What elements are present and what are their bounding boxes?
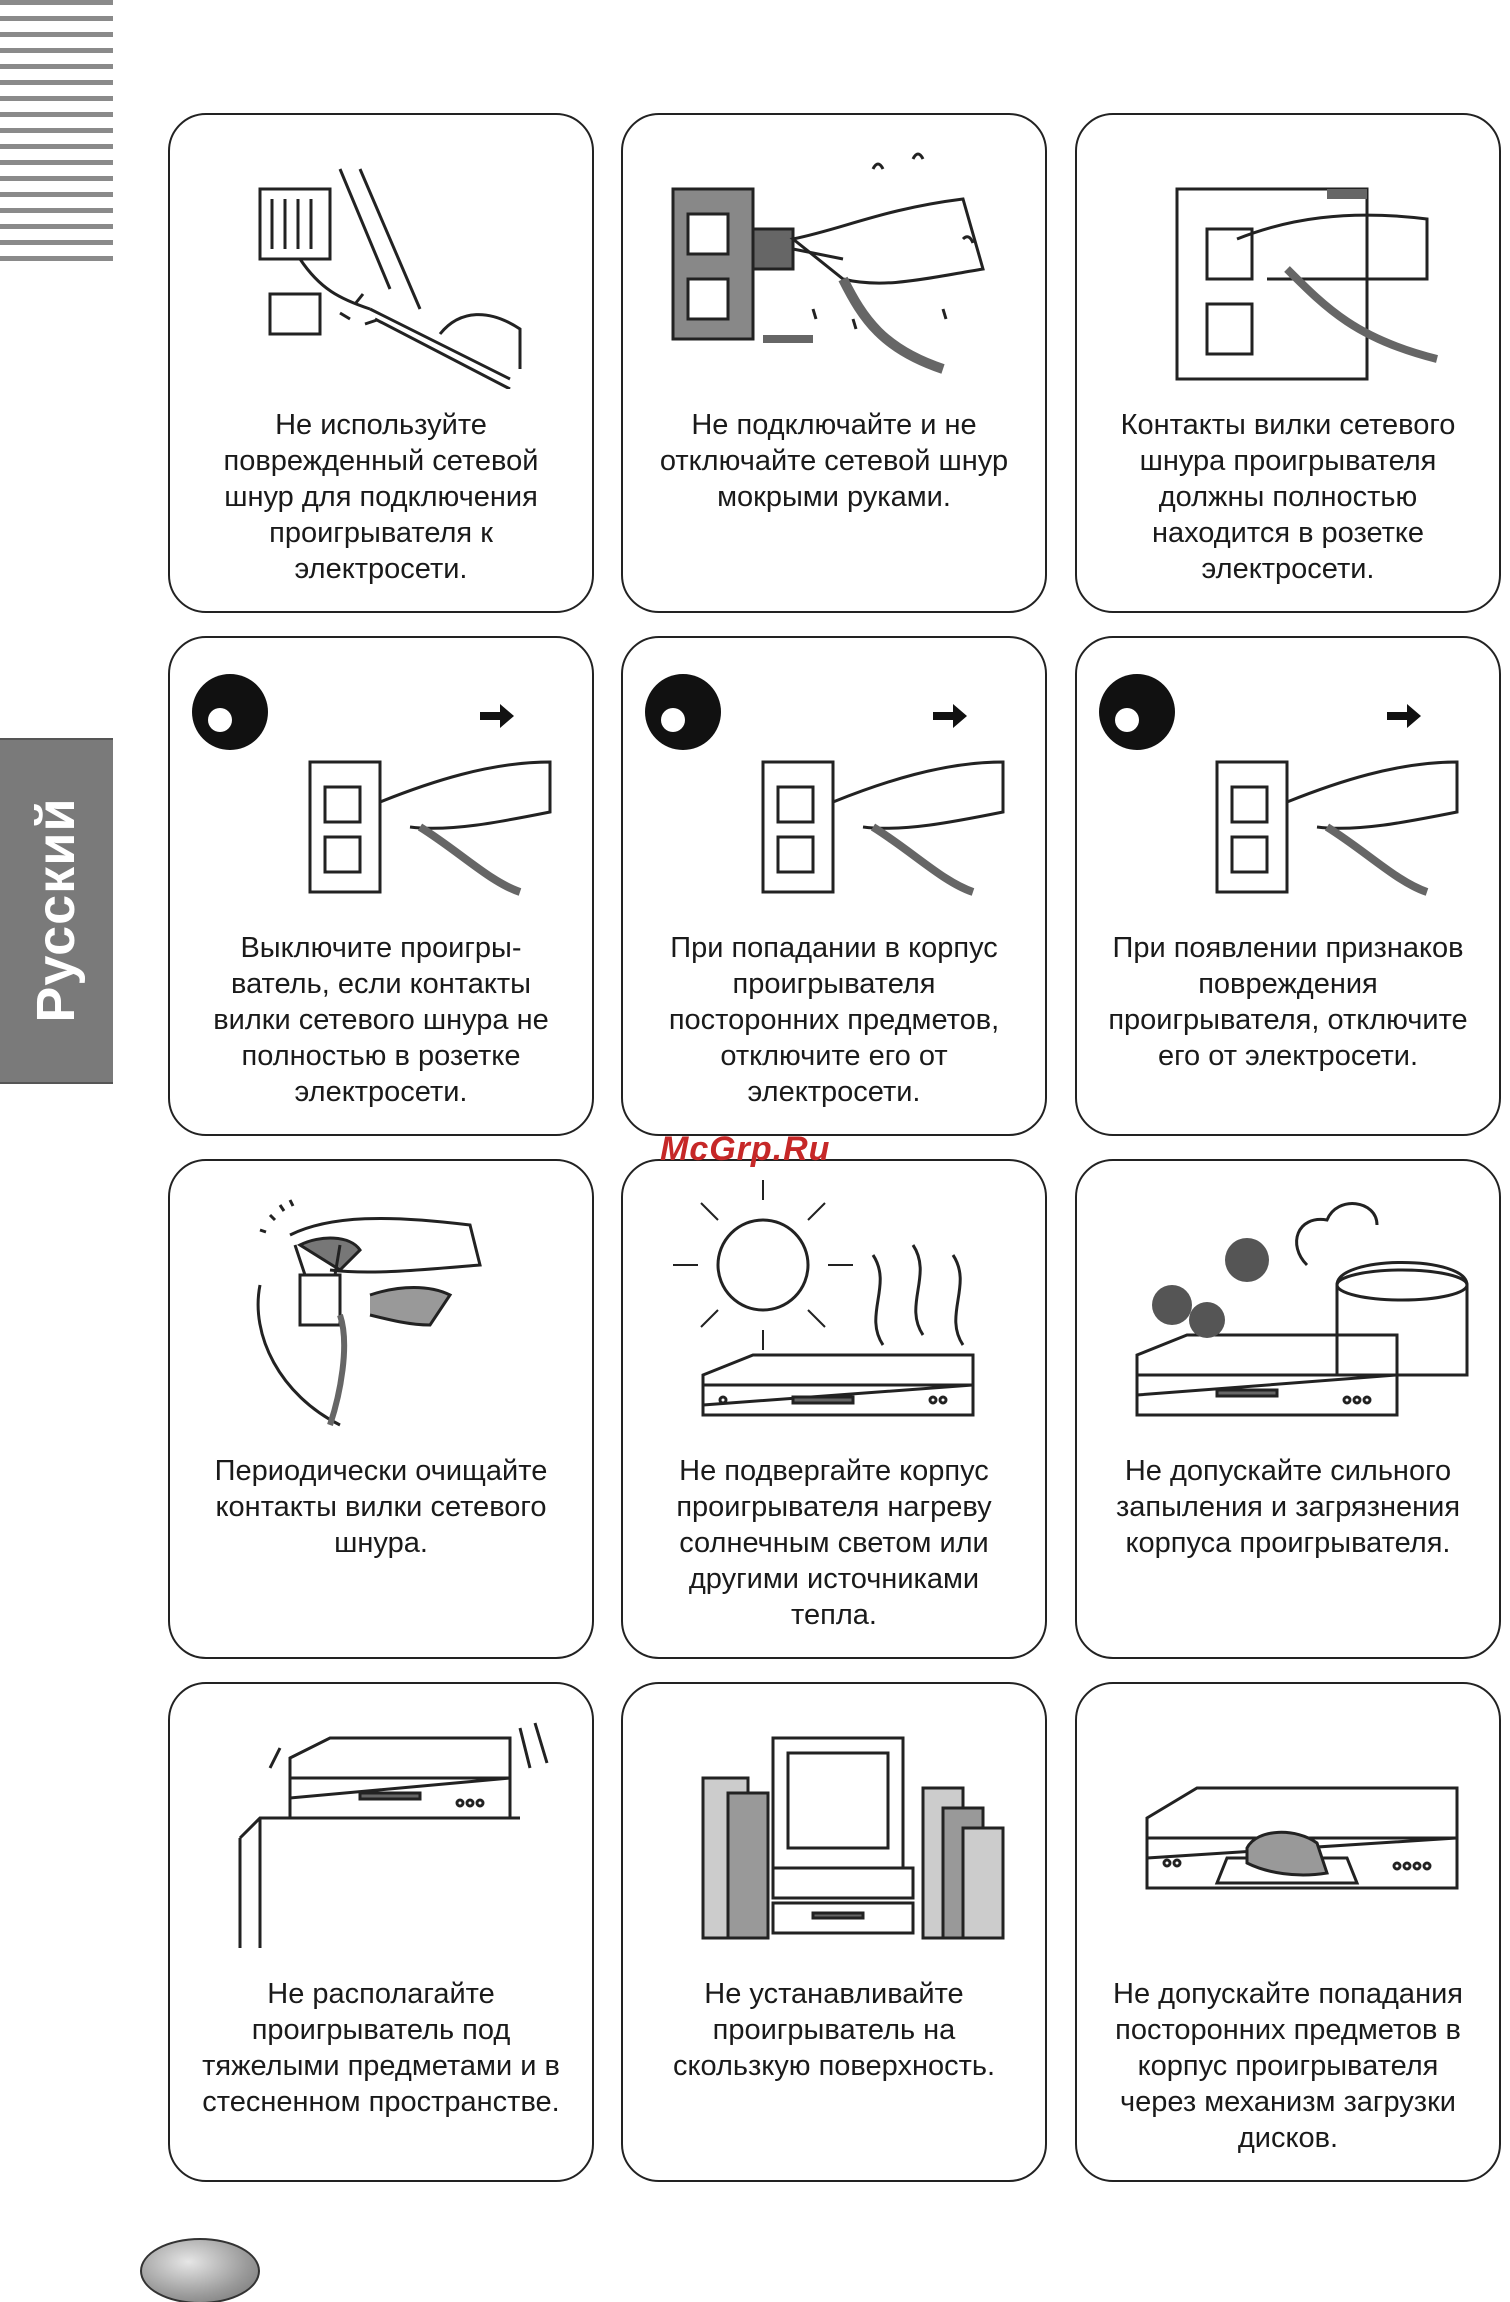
disc-tray-illustration xyxy=(1097,1698,1483,1958)
safety-card-plug-fully-inserted xyxy=(1075,113,1501,613)
safety-card-disc-tray xyxy=(1075,1682,1501,2182)
unplug-illustration xyxy=(190,652,576,912)
card-caption: Не допускайте попадания посторонних предметов в корпус проигрывателя через механизм загрузки дисков. xyxy=(1113,1978,1463,2154)
safety-card-damaged-cord xyxy=(168,113,594,613)
card-caption: При попадании в корпус проигрывателя посторонних предметов, отключите его от электросети. xyxy=(668,932,1000,1108)
card-caption: Контакты вилки сетевого шнура проигрывателя должны полностью находится в розетке электросети. xyxy=(1120,409,1456,585)
home-theater-illustration xyxy=(643,1698,1029,1958)
card-caption: При появлении признаков повреждения проигрывателя, отключите его от электросети. xyxy=(1108,932,1468,1072)
safety-card-heavy-objects xyxy=(168,1682,594,2182)
safety-card-dust xyxy=(1075,1159,1501,1659)
clean-plug-illustration xyxy=(190,1175,576,1435)
safety-card-damage-signs xyxy=(1075,636,1501,1136)
safety-card-slippery-surface xyxy=(621,1682,1047,2182)
sun-heat-illustration xyxy=(643,1175,1029,1435)
unplug-illustration xyxy=(1097,652,1483,912)
page-number-oval xyxy=(140,2238,260,2302)
safety-card-heat-sources xyxy=(621,1159,1047,1659)
card-caption: Не подвергайте корпус проигрывателя нагреву солнечным светом или другими источниками тепла. xyxy=(676,1455,992,1631)
safety-card-switch-off-loose-plug xyxy=(168,636,594,1136)
card-caption: Не располагайте проигрыватель под тяжелыми предметами и в стесненном пространстве. xyxy=(202,1978,560,2118)
safety-card-foreign-objects xyxy=(621,636,1047,1136)
dust-humidifier-illustration xyxy=(1097,1175,1483,1435)
damaged-cord-illustration xyxy=(190,129,576,389)
watermark-text: McGrp.Ru xyxy=(660,1130,831,1168)
wet-hands-illustration xyxy=(643,129,1029,389)
card-caption: Не устанавливайте проигрыватель на скользкую поверхность. xyxy=(672,1978,996,2082)
safety-card-clean-plug xyxy=(168,1159,594,1659)
unplug-illustration xyxy=(643,652,1029,912)
language-tab-label: Русский xyxy=(26,797,86,1023)
card-caption: Выключите проигры- ватель, если контакты вилки сетевого шнура не полностью в розетке электросети. xyxy=(213,932,549,1108)
card-caption: Не подключайте и не отключайте сетевой шнур мокрыми руками. xyxy=(659,409,1009,513)
confined-space-illustration xyxy=(190,1698,576,1958)
card-caption: Периодически очищайте контакты вилки сетевого шнура. xyxy=(214,1455,548,1559)
card-caption: Не используйте поврежденный сетевой шнур для подключения проигрывателя к электросети. xyxy=(223,409,539,585)
safety-card-wet-hands xyxy=(621,113,1047,613)
language-side-tab xyxy=(0,738,113,1084)
card-caption: Не допускайте сильного запыления и загрязнения корпуса проигрывателя. xyxy=(1115,1455,1461,1559)
plug-inserted-illustration xyxy=(1097,129,1483,389)
header-stripes xyxy=(0,0,113,272)
